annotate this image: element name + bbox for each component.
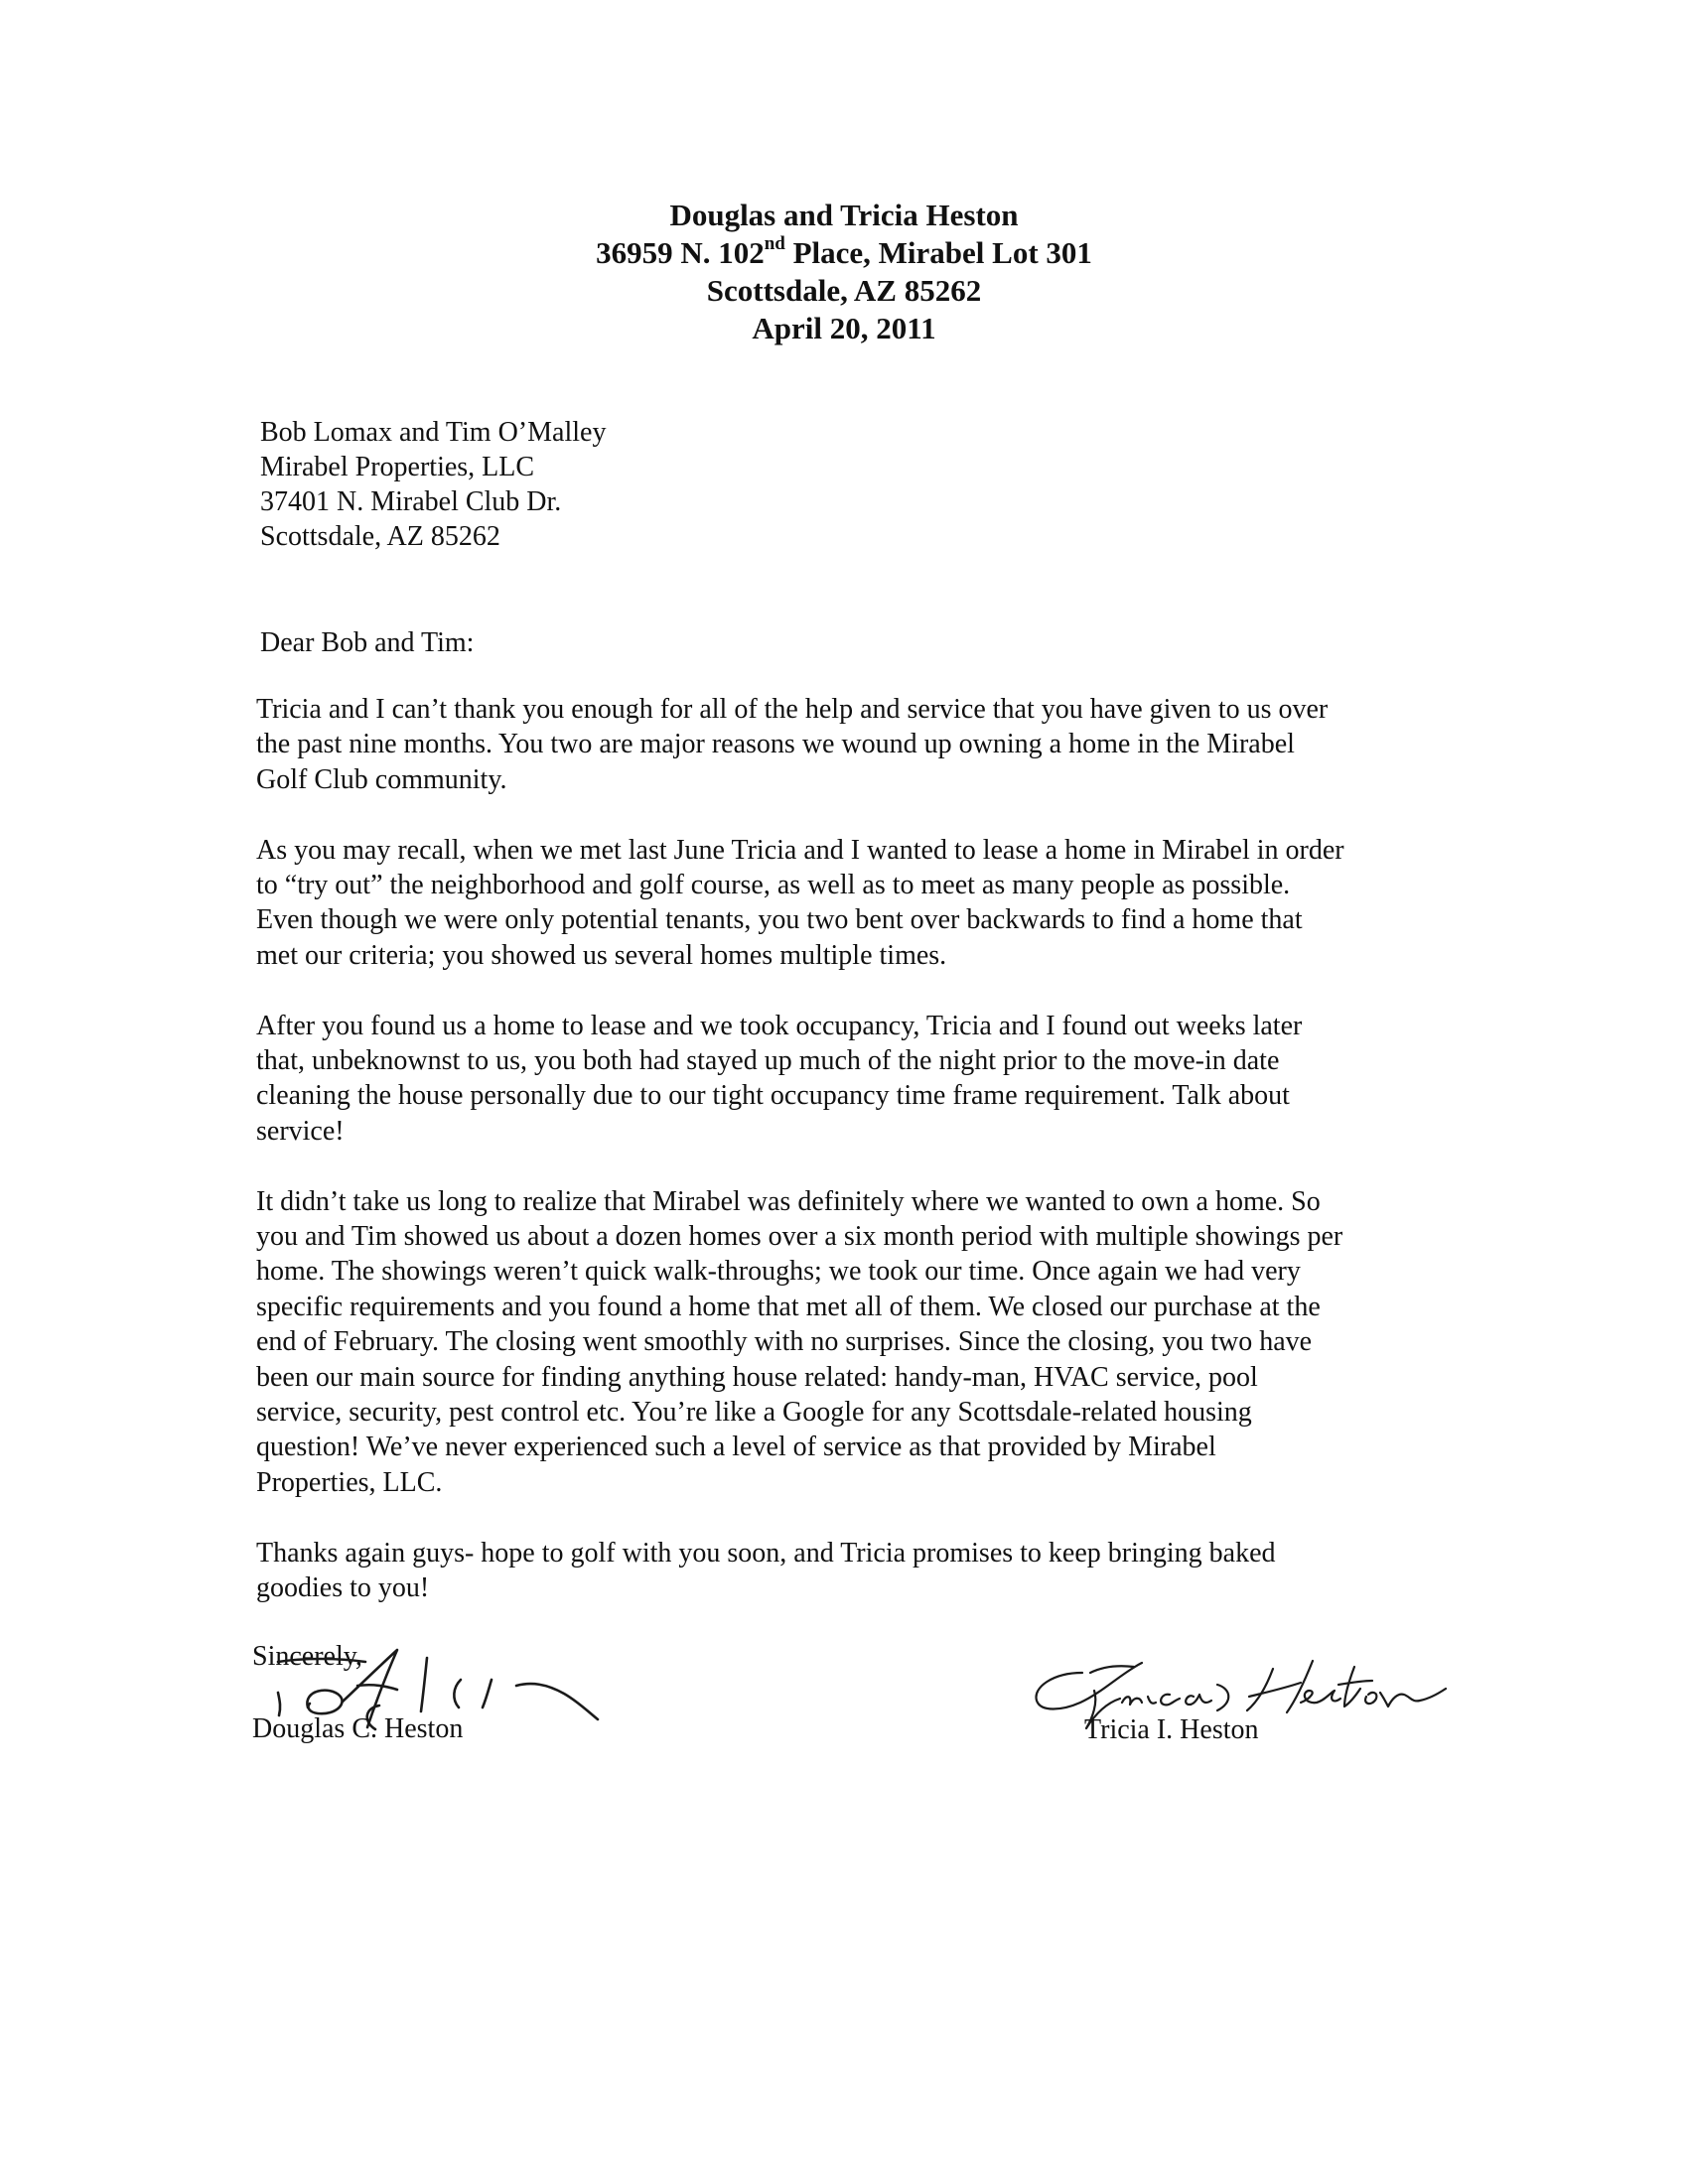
- body-line: question! We’ve never experienced such a level of service as that provided by Mirabel: [256, 1432, 1216, 1463]
- letter-date: April 20, 2011: [752, 311, 936, 345]
- body-line: home. The showings weren’t quick walk-throughs; we took our time. Once again we had very: [256, 1256, 1301, 1288]
- recipient-city: Scottsdale, AZ 85262: [260, 521, 500, 552]
- recipient-block: [260, 415, 606, 554]
- body-line: been our main source for finding anything house related: handy-man, HVAC service, pool: [256, 1361, 1258, 1393]
- paragraph: [256, 1184, 1448, 1501]
- body-line: service!: [256, 1115, 345, 1147]
- letterhead: [0, 197, 1688, 347]
- body-line: you and Tim showed us about a dozen homes over a six month period with multiple showings per: [256, 1221, 1343, 1253]
- body-line: After you found us a home to lease and we took occupancy, Tricia and I found out weeks later: [256, 1010, 1303, 1041]
- recipient-street: 37401 N. Mirabel Club Dr.: [260, 486, 562, 517]
- sender-address-suffix: nd: [764, 232, 785, 254]
- body-line: goodies to you!: [256, 1572, 430, 1604]
- body-line: the past nine months. You two are major reasons we wound up owning a home in the Mirabel: [256, 729, 1295, 760]
- letter-body: [256, 692, 1448, 1641]
- body-line: Even though we were only potential tenants, you two bent over backwards to find a home that: [256, 904, 1303, 936]
- body-line: to “try out” the neighborhood and golf course, as well as to meet as many people as possible.: [256, 870, 1291, 901]
- sender-address-number: 36959 N. 102: [596, 235, 765, 270]
- body-line: As you may recall, when we met last June Tricia and I wanted to lease a home in Mirabel in order: [256, 834, 1344, 866]
- body-line: It didn’t take us long to realize that Mirabel was definitely where we wanted to own a home. So: [256, 1185, 1321, 1217]
- sender-names: Douglas and Tricia Heston: [669, 198, 1019, 232]
- signer-tricia: Tricia I. Heston: [1084, 1714, 1259, 1745]
- body-line: Properties, LLC.: [256, 1466, 443, 1498]
- body-line: end of February. The closing went smoothly with no surprises. Since the closing, you two have: [256, 1326, 1313, 1358]
- body-line: that, unbeknownst to us, you both had stayed up much of the night prior to the move-in date: [256, 1045, 1280, 1077]
- signer-douglas: Douglas C. Heston: [252, 1713, 464, 1744]
- body-line: Golf Club community.: [256, 763, 507, 795]
- paragraph: [256, 1009, 1448, 1150]
- sender-address: [0, 234, 1688, 272]
- body-line: specific requirements and you found a home that met all of them. We closed our purchase at the: [256, 1291, 1321, 1322]
- body-line: met our criteria; you showed us several homes multiple times.: [256, 939, 947, 971]
- closing: Sincerely,: [252, 1641, 362, 1672]
- paragraph: [256, 692, 1448, 797]
- salutation: Dear Bob and Tim:: [260, 627, 475, 658]
- sender-address-rest: Place, Mirabel Lot 301: [784, 235, 1092, 270]
- body-line: Tricia and I can’t thank you enough for all of the help and service that you have given to us over: [256, 694, 1329, 725]
- body-line: cleaning the house personally due to our tight occupancy time frame requirement. Talk about: [256, 1080, 1290, 1112]
- paragraph: [256, 1536, 1448, 1606]
- recipient-names: Bob Lomax and Tim O’Malley: [260, 417, 607, 448]
- body-line: service, security, pest control etc. You’re like a Google for any Scottsdale-related housing: [256, 1397, 1252, 1429]
- body-line: Thanks again guys- hope to golf with you soon, and Tricia promises to keep bringing baked: [256, 1537, 1276, 1569]
- paragraph: [256, 833, 1448, 974]
- sender-city: Scottsdale, AZ 85262: [706, 273, 982, 308]
- recipient-company: Mirabel Properties, LLC: [260, 452, 535, 482]
